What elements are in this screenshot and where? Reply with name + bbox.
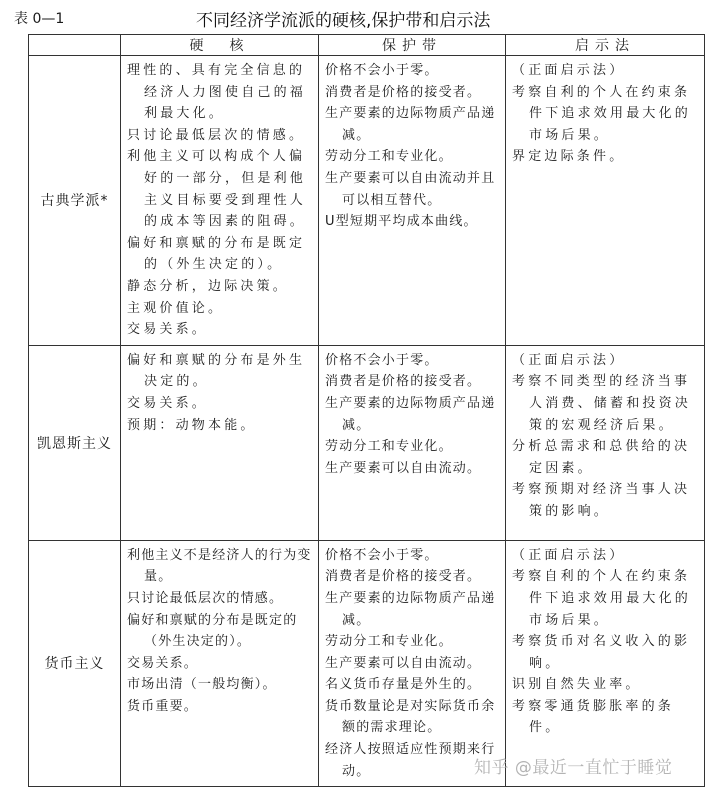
list-item: 交易关系。 [127, 395, 209, 411]
list-item: 考察货币对名义收入的影响。 [512, 634, 691, 671]
list-item: 劳动分工和专业化。 [325, 634, 453, 650]
list-item: 消费者是价格的接受者。 [325, 569, 482, 585]
list-item: 货币数量论是对实际货币余额的需求理论。 [325, 698, 496, 736]
list-item: 静态分析，边际决策。 [127, 278, 290, 294]
list-item: 界定边际条件。 [512, 149, 626, 165]
list-item: 名义货币存量是外生的。 [325, 677, 482, 693]
list-item: 生产要素可以自由流动。 [325, 460, 482, 476]
list-item: 考察零通货膨胀率的条件。 [512, 698, 675, 736]
list-item: 消费者是价格的接受者。 [325, 374, 482, 390]
list-item: （正面启示法） [512, 63, 626, 78]
header-row [29, 35, 705, 56]
list-item: U型短期平均成本曲线。 [325, 214, 478, 230]
header-hard-core: 硬 核 [121, 35, 319, 56]
list-item: 利他主义可以构成个人偏好的一部分，但是利他主义目标要受到理性人的成本等因素的阻碍。 [127, 149, 307, 230]
list-item: 主观价值论。 [127, 300, 225, 316]
list-item: 生产要素的边际物质产品递减。 [325, 395, 496, 433]
list-item: 理性的、具有完全信息的经济人力图使自己的福利最大化。 [127, 63, 307, 122]
list-item: 利他主义不是经济人的行为变量。 [127, 547, 312, 585]
list-item: 偏好和禀赋的分布是外生决定的。 [127, 352, 306, 390]
list-item: （正面启示法） [512, 352, 626, 368]
list-item: 劳动分工和专业化。 [325, 149, 453, 165]
table-number: 表 0—1 [14, 11, 65, 27]
list-item: 预期：动物本能。 [127, 417, 257, 433]
header-heuristic: 启示法 [506, 35, 705, 56]
hard-core-cell [121, 345, 319, 540]
hard-core-cell [121, 540, 319, 787]
list-item: 分析总需求和总供给的决定因素。 [512, 439, 691, 476]
table-row [29, 56, 705, 346]
list-item: 只讨论最低层次的情感。 [127, 127, 306, 143]
header-protective-belt: 保护带 [319, 35, 506, 56]
list-item: 只讨论最低层次的情感。 [127, 590, 284, 606]
list-item: （正面启示法） [512, 547, 626, 563]
protective-belt-cell [319, 345, 506, 540]
list-item: 价格不会小于零。 [325, 63, 439, 78]
table-title: 不同经济学流派的硬核,保护带和启示法 [196, 11, 491, 31]
watermark: 知乎 @最近一直忙于睡觉 [474, 758, 673, 778]
school-name: 货币主义 [29, 540, 121, 787]
schools-table [28, 34, 705, 787]
list-item: 生产要素可以自由流动。 [325, 655, 482, 671]
protective-belt-cell [319, 56, 506, 346]
heuristic-cell [506, 540, 705, 787]
list-item: 交易关系。 [127, 655, 199, 671]
list-item: 考察自利的个人在约束条件下追求效用最大化的市场后果。 [512, 84, 692, 143]
list-item: 考察预期对经济当事人决策的影响。 [512, 482, 691, 519]
list-item: 偏好和禀赋的分布是既定的（外生决定的）。 [127, 235, 306, 273]
list-item: 交易关系。 [127, 322, 209, 338]
list-item: 考察自利的个人在约束条件下追求效用最大化的市场后果。 [512, 569, 692, 628]
list-item: 市场出清（一般均衡）。 [127, 677, 277, 693]
hard-core-cell [121, 56, 319, 346]
list-item: 价格不会小于零。 [325, 352, 439, 368]
list-item: 生产要素的边际物质产品递减。 [325, 590, 496, 628]
table-row [29, 345, 705, 540]
protective-belt-cell [319, 540, 506, 787]
list-item: 经济人按照适应性预期来行动。 [325, 742, 496, 779]
list-item: 劳动分工和专业化。 [325, 439, 453, 455]
list-item: 生产要素可以自由流动并且可以相互替代。 [325, 170, 496, 208]
list-item: 价格不会小于零。 [325, 547, 439, 563]
header-school [29, 35, 121, 56]
list-item: 考察不同类型的经济当事人消费、储蓄和投资决策的宏观经济后果。 [512, 374, 692, 433]
list-item: 消费者是价格的接受者。 [325, 84, 482, 100]
heuristic-cell [506, 56, 705, 346]
list-item: 识别自然失业率。 [512, 677, 642, 693]
school-name: 古典学派* [29, 56, 121, 346]
table-row [29, 540, 705, 787]
heuristic-cell [506, 345, 705, 540]
list-item: 偏好和禀赋的分布是既定的（外生决定的）。 [127, 612, 298, 650]
school-name: 凯恩斯主义 [29, 345, 121, 540]
list-item: 生产要素的边际物质产品递减。 [325, 106, 496, 143]
list-item: 货币重要。 [127, 698, 199, 714]
